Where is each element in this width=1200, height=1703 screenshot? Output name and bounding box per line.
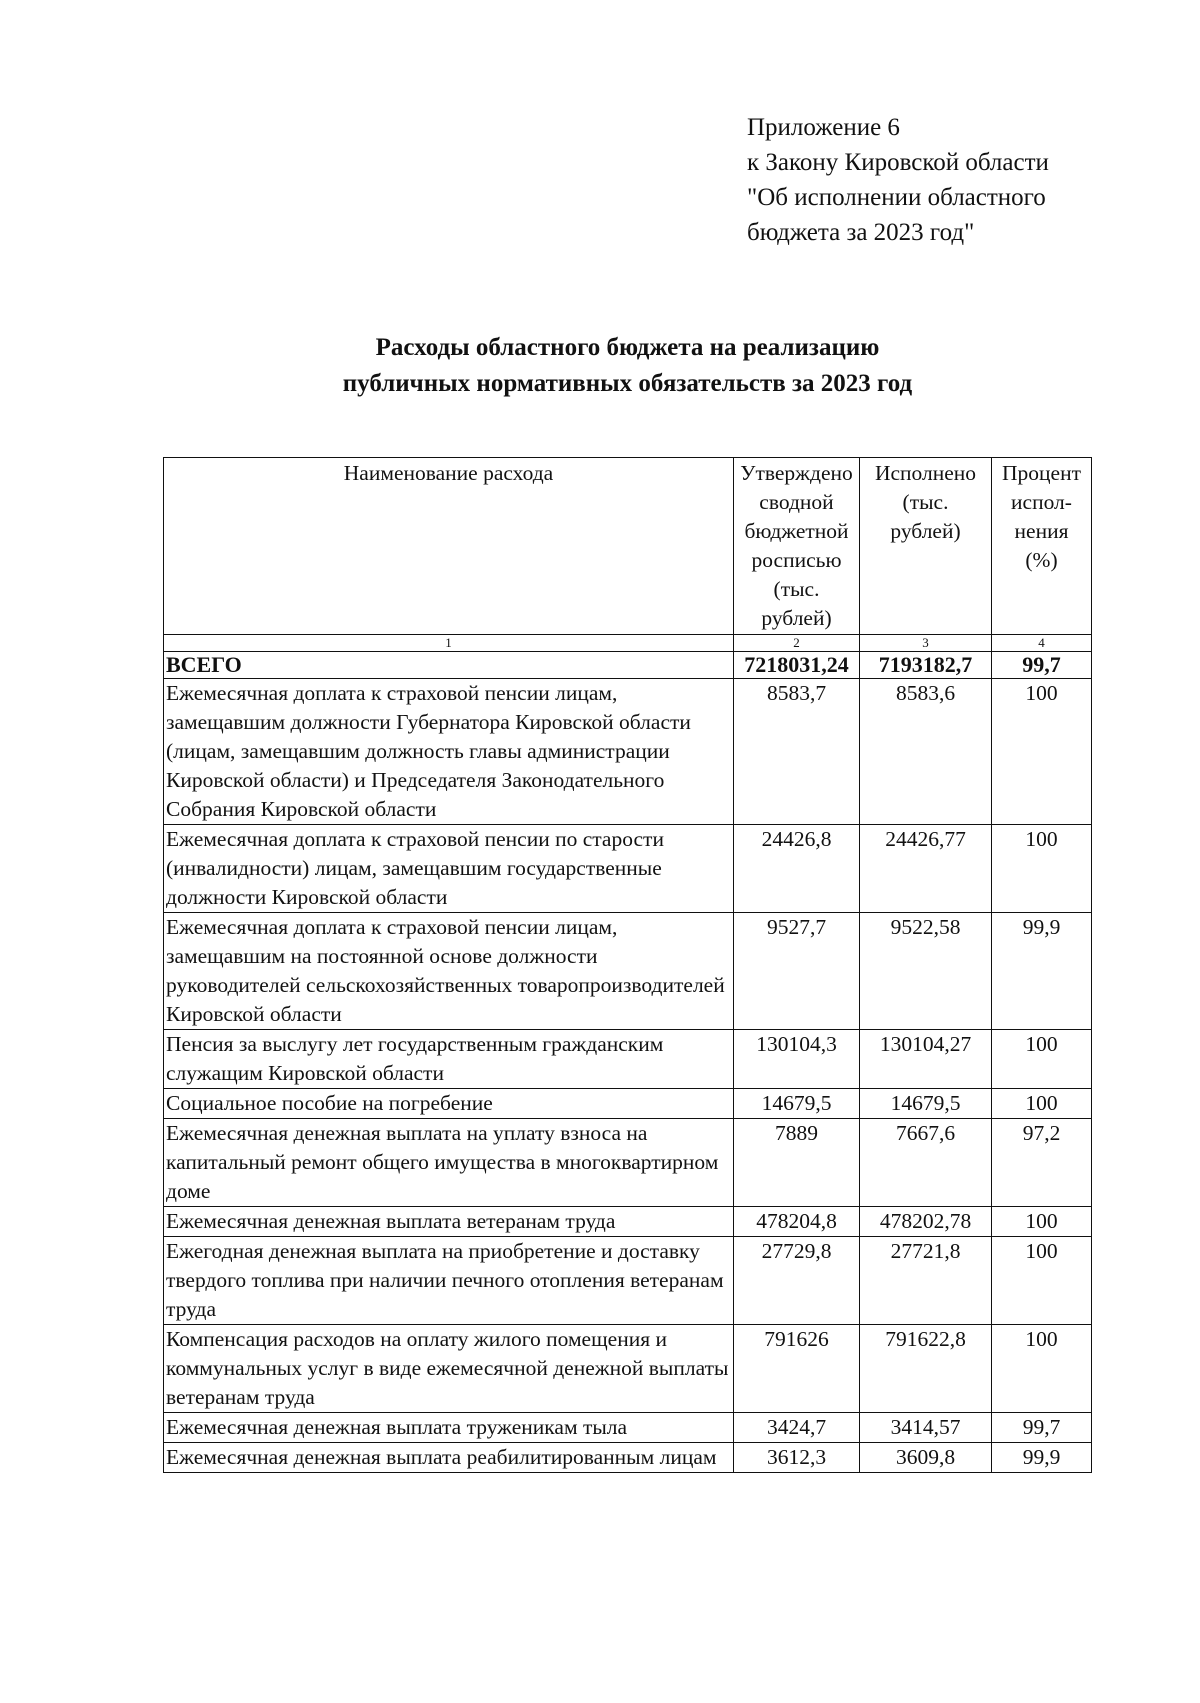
row-name: Ежемесячная доплата к страховой пенсии лицам, замещавшим должности Губернатора Кировской области (лицам, замещавшим должность главы администрации Кировской области) и Председателя Законодательного Собрания Кировской области: [164, 679, 734, 825]
appendix-line: Приложение 6: [747, 114, 900, 141]
total-percent: 99,7: [992, 652, 1092, 679]
row-percent: 100: [992, 1030, 1092, 1089]
row-percent: 100: [992, 1207, 1092, 1237]
table-row: [164, 825, 1092, 913]
row-percent: 100: [992, 825, 1092, 913]
table-row: [164, 1207, 1092, 1237]
row-percent: 99,9: [992, 913, 1092, 1030]
header-executed-line: (тыс.: [902, 490, 949, 514]
column-number: 1: [164, 635, 734, 652]
table-row: [164, 1325, 1092, 1413]
table-row: [164, 1089, 1092, 1119]
table-row: [164, 1237, 1092, 1325]
header-executed-line: Исполнено: [874, 461, 977, 485]
row-approved: 7889: [734, 1119, 860, 1207]
row-executed: 130104,27: [860, 1030, 992, 1089]
row-approved: 14679,5: [734, 1089, 860, 1119]
row-executed: 24426,77: [860, 825, 992, 913]
table-header-row: [164, 458, 1092, 635]
header-percent-line: нения: [1014, 519, 1069, 543]
row-approved: 130104,3: [734, 1030, 860, 1089]
header-percent-line: Процент: [1002, 461, 1081, 485]
header-percent: [992, 458, 1092, 635]
table-row: [164, 1413, 1092, 1443]
row-name: Ежемесячная денежная выплата на уплату взноса на капитальный ремонт общего имущества в многоквартирном доме: [164, 1119, 734, 1207]
table-row: [164, 679, 1092, 825]
row-name: Ежемесячная доплата к страховой пенсии лицам, замещавшим на постоянной основе должности руководителей сельскохозяйственных товаропроизводителей Кировской области: [164, 913, 734, 1030]
row-name: Пенсия за выслугу лет государственным гражданским служащим Кировской области: [164, 1030, 734, 1089]
row-executed: 7667,6: [860, 1119, 992, 1207]
title-line-1: Расходы областного бюджета на реализацию: [375, 334, 880, 361]
row-percent: 100: [992, 679, 1092, 825]
header-percent-line: (%): [1025, 548, 1058, 572]
row-name: Компенсация расходов на оплату жилого помещения и коммунальных услуг в виде ежемесячной денежной выплаты ветеранам труда: [164, 1325, 734, 1413]
row-name: Ежемесячная доплата к страховой пенсии по старости (инвалидности) лицам, замещавшим государственные должности Кировской области: [164, 825, 734, 913]
header-executed-line: рублей): [890, 519, 961, 543]
appendix-header: [747, 110, 1049, 250]
total-executed: 7193182,7: [860, 652, 992, 679]
column-number: 3: [860, 635, 992, 652]
total-label: ВСЕГО: [164, 652, 734, 679]
header-name: Наименование расхода: [164, 458, 734, 635]
column-number: 2: [734, 635, 860, 652]
row-approved: 8583,7: [734, 679, 860, 825]
row-name: Социальное пособие на погребение: [164, 1089, 734, 1119]
row-percent: 100: [992, 1237, 1092, 1325]
row-approved: 3424,7: [734, 1413, 860, 1443]
row-approved: 9527,7: [734, 913, 860, 1030]
table-row: [164, 1443, 1092, 1473]
header-approved-line: рублей): [761, 606, 832, 630]
table-row: [164, 913, 1092, 1030]
row-name: Ежемесячная денежная выплата труженикам тыла: [164, 1413, 734, 1443]
row-approved: 791626: [734, 1325, 860, 1413]
header-approved-line: (тыс.: [773, 577, 820, 601]
row-approved: 478204,8: [734, 1207, 860, 1237]
row-approved: 24426,8: [734, 825, 860, 913]
appendix-line: к Закону Кировской области: [747, 149, 1049, 176]
header-approved: [734, 458, 860, 635]
row-percent: 99,9: [992, 1443, 1092, 1473]
table-row: [164, 1119, 1092, 1207]
row-executed: 791622,8: [860, 1325, 992, 1413]
header-approved-line: бюджетной: [744, 519, 849, 543]
header-approved-line: росписью: [751, 548, 842, 572]
table-row: [164, 1030, 1092, 1089]
row-name: Ежемесячная денежная выплата ветеранам труда: [164, 1207, 734, 1237]
row-percent: 100: [992, 1089, 1092, 1119]
title-line-2: публичных нормативных обязательств за 2023 год: [342, 370, 913, 397]
total-approved: 7218031,24: [734, 652, 860, 679]
header-executed: [860, 458, 992, 635]
total-row: [164, 652, 1092, 679]
expenses-table: [163, 457, 1092, 1473]
row-percent: 99,7: [992, 1413, 1092, 1443]
row-executed: 3609,8: [860, 1443, 992, 1473]
column-numbers-row: [164, 635, 1092, 652]
row-executed: 478202,78: [860, 1207, 992, 1237]
document-title: [0, 330, 1200, 402]
row-percent: 100: [992, 1325, 1092, 1413]
row-executed: 27721,8: [860, 1237, 992, 1325]
row-name: Ежемесячная денежная выплата реабилитированным лицам: [164, 1443, 734, 1473]
row-executed: 3414,57: [860, 1413, 992, 1443]
row-approved: 3612,3: [734, 1443, 860, 1473]
appendix-line: бюджета за 2023 год": [747, 219, 975, 246]
row-executed: 9522,58: [860, 913, 992, 1030]
row-approved: 27729,8: [734, 1237, 860, 1325]
row-percent: 97,2: [992, 1119, 1092, 1207]
column-number: 4: [992, 635, 1092, 652]
row-executed: 8583,6: [860, 679, 992, 825]
header-approved-line: сводной: [759, 490, 834, 514]
appendix-line: "Об исполнении областного: [747, 184, 1046, 211]
row-executed: 14679,5: [860, 1089, 992, 1119]
header-percent-line: испол-: [1011, 490, 1072, 514]
table-body: [164, 652, 1092, 1473]
row-name: Ежегодная денежная выплата на приобретение и доставку твердого топлива при наличии печного отопления ветеранам труда: [164, 1237, 734, 1325]
header-approved-line: Утверждено: [740, 461, 853, 485]
